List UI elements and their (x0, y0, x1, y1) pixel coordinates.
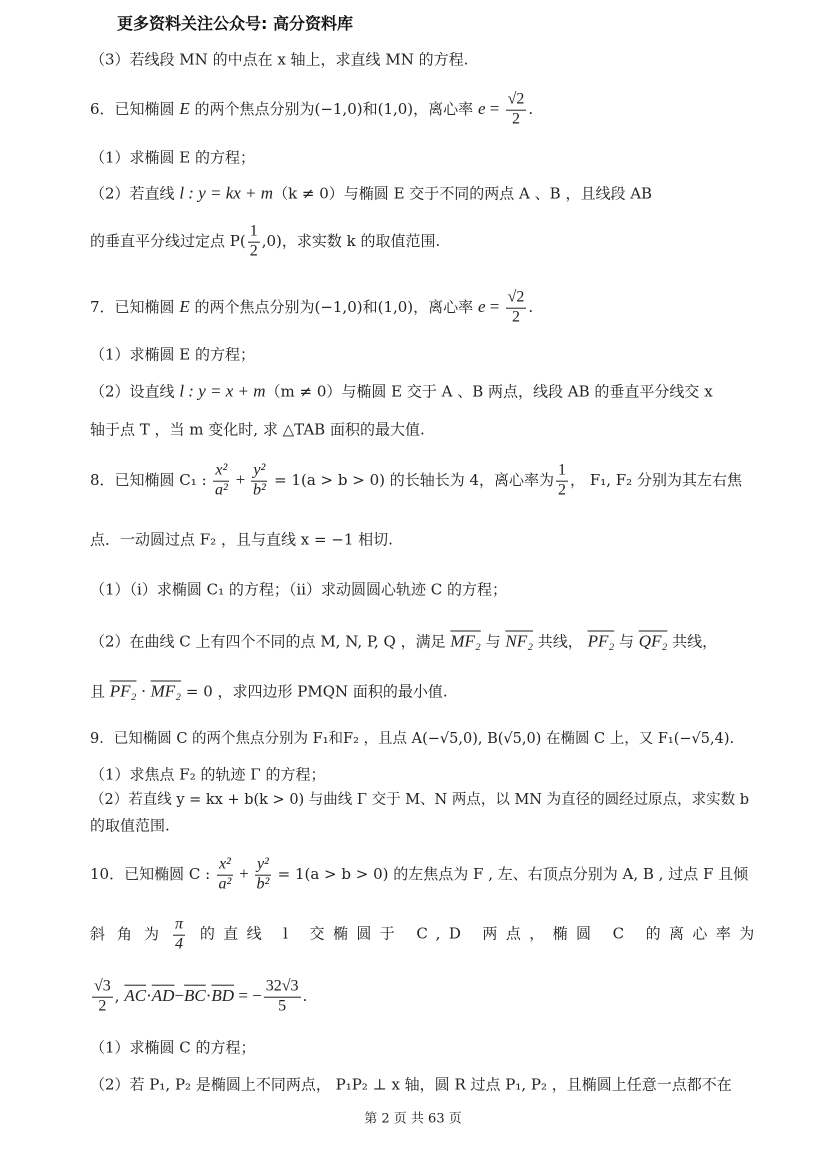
text: （m ≠ 0）与椭圆 E 交于 A 、B 两点，线段 AB 的垂直平分线交 x (265, 382, 713, 401)
text: 斜角为 (90, 925, 172, 943)
q6-stem (90, 92, 533, 129)
vector: PF₂ (109, 681, 137, 701)
q6-part1: （1）求椭圆 E 的方程； (90, 148, 256, 167)
fraction (255, 857, 271, 894)
denominator: a² (214, 481, 228, 499)
text: （k ≠ 0）与椭圆 E 交于不同的两点 A 、B ，且线段 AB (273, 184, 653, 203)
q8-stem-cont: 点．一动圆过点 F₂ ，且与直线 x = −1 相切. (90, 530, 393, 549)
vector: $\overline{AD}$ (151, 986, 175, 1005)
vector: MF₂ (450, 631, 481, 651)
numerator: x² (213, 463, 229, 482)
text: 的直线 l 交椭圆于 C,D 两点，椭圆 C 的离心率为 (199, 925, 763, 943)
text: 的两个焦点分别为(−1,0)和(1,0)，离心率 (189, 298, 478, 316)
q9-stem: 9．已知椭圆 C 的两个焦点分别为 F₁和F₂ ，且点 A(−√5,0), B(√5,0) 在椭圆 C 上，又 F₁(−√5,4). (90, 730, 735, 747)
q6-part2-cont (90, 224, 440, 261)
text: 6．已知椭圆 (90, 100, 180, 118)
denominator: 2 (511, 110, 520, 128)
fraction (92, 979, 113, 1016)
text: ,0)，求实数 k 的取值范围. (261, 232, 441, 250)
q5-part3: （3）若线段 MN 的中点在 x 轴上，求直线 MN 的方程. (90, 50, 469, 69)
vector: MF₂ (150, 681, 182, 701)
text: 的两个焦点分别为(−1,0)和(1,0)，离心率 (189, 100, 478, 118)
text: = 0 ，求四边形 PMQN 面积的最小值. (181, 682, 448, 701)
q10-stem (90, 857, 748, 894)
numerator: y² (255, 857, 271, 876)
text: = 1(a > b > 0) 的长轴长为 4，离心率为 (269, 471, 555, 489)
q7-part1: （1）求椭圆 E 的方程； (90, 345, 256, 364)
math: e (477, 297, 486, 316)
numerator: π (173, 917, 185, 936)
denominator: 2 (558, 481, 567, 499)
denominator: 2 (98, 997, 107, 1015)
text: 与 (614, 632, 639, 651)
fraction (251, 463, 267, 500)
q7-part2-cont: 轴于点 T ，当 m 变化时, 求 △TAB 面积的最大值. (90, 420, 425, 439)
math: + (234, 864, 253, 883)
numerator: 32√3 (264, 979, 301, 998)
vector: QF₂ (638, 631, 668, 651)
denominator: b² (256, 875, 270, 893)
text: 8．已知椭圆 C₁ : (90, 471, 212, 489)
text: , (114, 987, 125, 1005)
fraction (213, 463, 229, 500)
fraction (506, 92, 527, 129)
fraction (506, 290, 527, 327)
math: l : y = x + m (179, 381, 266, 401)
text: . (528, 298, 534, 316)
fraction (217, 857, 233, 894)
text: = 1(a > b > 0) 的左焦点为 F , 左、右顶点分别为 A, B , 过点 F 且倾 (272, 865, 749, 883)
q7-part2 (90, 383, 713, 400)
q9-part2: （2）若直线 y = kx + b(k > 0) 与曲线 Γ 交于 M、N 两点，以 MN 为直径的圆经过原点，求实数 b (90, 791, 749, 808)
q10-part1: （1）求椭圆 C 的方程； (90, 1038, 256, 1057)
numerator: √2 (506, 92, 527, 111)
text: 且 (90, 682, 110, 701)
vector: $\overline{AC}$ (124, 986, 147, 1005)
text: . (302, 987, 308, 1005)
text: 7．已知椭圆 (90, 298, 180, 316)
vector: NF₂ (505, 631, 534, 651)
math: l : y = kx + m (179, 183, 274, 203)
denominator: 5 (278, 997, 287, 1015)
text: . (528, 100, 534, 118)
math: · (146, 986, 152, 1005)
math: E (179, 297, 190, 316)
header-note: 更多资料关注公众号: 高分资料库 (117, 14, 353, 33)
text: （2）在曲线 C 上有四个不同的点 M, N, P, Q ，满足 (90, 632, 451, 651)
numerator: √3 (92, 979, 113, 998)
math: e (477, 99, 486, 118)
math: = (485, 297, 504, 316)
fraction (248, 224, 260, 261)
denominator: 4 (175, 935, 184, 953)
numerator: x² (217, 857, 233, 876)
q8-part2 (90, 633, 717, 650)
text: 的垂直平分线过定点 P( (90, 232, 246, 250)
denominator: b² (252, 481, 266, 499)
numerator: √2 (506, 290, 527, 309)
math: = − (234, 986, 262, 1005)
vector: $\overline{BC}$ (184, 986, 206, 1005)
denominator: 2 (249, 242, 258, 260)
text: 10．已知椭圆 C : (90, 865, 215, 883)
text: （2）设直线 (90, 382, 180, 401)
numerator: y² (251, 463, 267, 482)
vector: $\overline{BD}$ (211, 986, 235, 1005)
math: − (174, 986, 184, 1005)
text: 共线， (667, 632, 718, 651)
math: · (205, 986, 212, 1005)
text: 共线， (533, 632, 588, 651)
fraction (173, 917, 185, 954)
text: （2）若直线 (90, 184, 180, 203)
math: + (231, 470, 250, 489)
q8-stem (90, 463, 742, 500)
text: ， F₁, F₂ 分别为其左右焦 (570, 471, 742, 489)
fraction (556, 463, 568, 500)
math: E (179, 99, 190, 118)
q6-part2 (90, 185, 652, 202)
numerator: 1 (248, 224, 260, 243)
q9-part1: （1）求焦点 F₂ 的轨迹 Γ 的方程； (90, 765, 326, 784)
denominator: 2 (511, 308, 520, 326)
q7-stem (90, 290, 533, 327)
denominator: a² (218, 875, 232, 893)
math: = (485, 99, 504, 118)
text: 与 (480, 632, 506, 651)
numerator: 1 (556, 463, 568, 482)
q9-part2-cont: 的取值范围. (90, 816, 170, 835)
vector: PF₂ (587, 631, 615, 651)
fraction (264, 979, 301, 1016)
page-footer: 第 2 页 共 63 页 (364, 1111, 462, 1127)
q10-stem-line3 (90, 979, 307, 1016)
q10-stem-line2 (90, 917, 763, 954)
q10-part2: （2）若 P₁, P₂ 是椭圆上不同两点， P₁P₂ ⊥ x 轴，圆 R 过点 P₁, P₂ ，且椭圆上任意一点都不在 (90, 1075, 732, 1094)
q8-part1: （1）（ⅰ）求椭圆 C₁ 的方程；（ⅱ）求动圆圆心轨迹 C 的方程； (90, 580, 507, 599)
math: · (136, 681, 151, 701)
q8-part2-cont (90, 683, 448, 700)
